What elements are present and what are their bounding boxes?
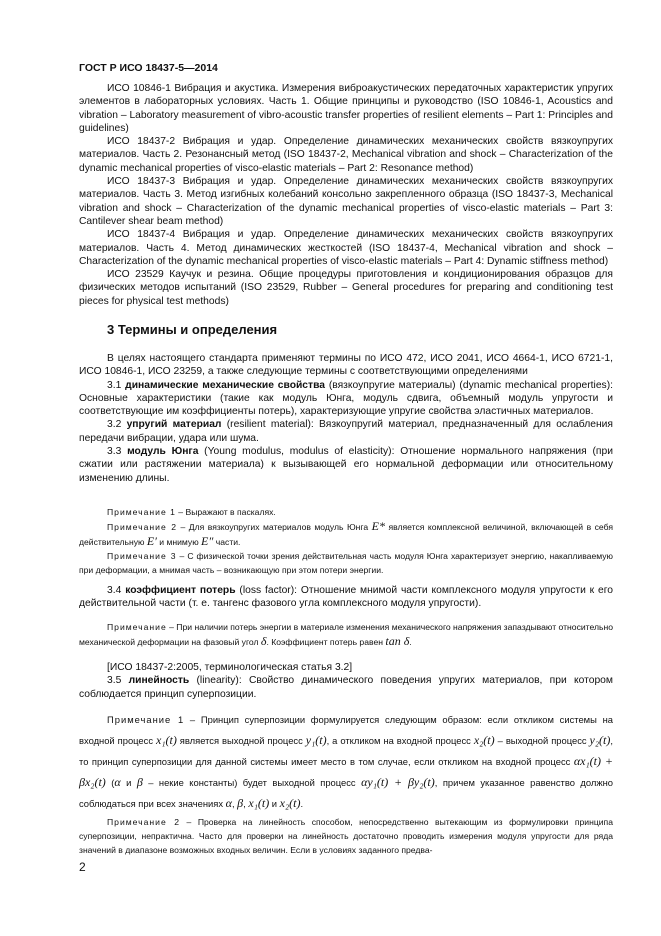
- term-name: коэффициент потерь: [125, 585, 236, 596]
- term-3-4: 3.4 коэффициент потерь (loss factor): Отношение мнимой части комплексного модуля упругости к его действительной части (т. е. тангенс фазового угла комплексного модуля упругости).: [79, 585, 614, 610]
- note-3-4: Примечание – При наличии потерь энергии в материале изменения механического напряжения запаздывают относительно механической деформации на фазовый угол δ. Коэффициент потерь равен tan δ.: [79, 622, 614, 648]
- note-3-5-2: Примечание 2 – Проверка на линейность способом, непосредственно вытекающим из формулировки принципа суперпозиции, непрактична. Часто для проверки на линейность достаточно проводить измерения модуля упругости для ряда значений в диапазоне возможных входных величин. Если в условиях заданного предва-: [79, 817, 613, 855]
- reference-item: ИСО 18437-4 Вибрация и удар. Определение динамических механических свойств вязкоупругих материалов. Часть 4. Метод динамических жесткостей (ISO 18437-4, Mechanical vibration and shock – Characterization of the dynamic mechanical properties of visco-elastic materials – Part 4: Dynamic stiffness method): [79, 229, 613, 267]
- term-3-5-block: [79, 661, 613, 701]
- document-header: ГОСТ Р ИСО 18437-5—2014: [79, 62, 218, 74]
- term-3-3: 3.3 модуль Юнга (Young modulus, modulus of elasticity): Отношение нормального напряжения (при сжатии или растяжении материала) к вызывающей его нормальной деформации или относительному изменению длины.: [79, 446, 613, 484]
- note-2: Примечание 2 – Для вязкоупругих материалов модуль Юнга E* является комплексной величиной, включающей в себя действительную E′ и мнимую E″ части.: [79, 519, 613, 548]
- note-1: Примечание 1 – Выражают в паскалях.: [107, 507, 276, 517]
- reference-item: ИСО 18437-3 Вибрация и удар. Определение динамических механических свойств вязкоупругих материалов. Часть 3. Метод изгибных колебаний консольно закрепленного образца (ISO 18437-3, Mechanical vibration and shock – Characterization of the dynamic mechanical properties of visco-elastic materials – Part 3: Cantilever shear beam method): [79, 176, 613, 227]
- term-name: упругий материал: [126, 419, 222, 431]
- term-3-5: 3.5 линейность (linearity): Свойство динамического поведения упругих материалов, при котором соблюдается принцип суперпозиции.: [79, 675, 613, 700]
- term-3-4-block: [79, 584, 613, 611]
- term-name: модуль Юнга: [127, 446, 199, 458]
- reference-item: ИСО 10846-1 Вибрация и акустика. Измерения виброакустических передаточных характеристик упругих элементов в лабораторных условиях. Часть 1. Общие принципы и руководство (ISO 10846-1, Acoustics and vibration – Laboratory measurement of vibro-acoustic transfer properties of resilient elements – Part 1: Principles and guidelines): [79, 83, 613, 134]
- normative-references: [79, 82, 613, 308]
- source-ref: [ИСО 18437-2:2005, терминологическая статья 3.2]: [107, 662, 353, 673]
- reference-item: ИСО 23529 Каучук и резина. Общие процедуры приготовления и кондиционирования образцов для физических методов испытаний (ISO 23529, Rubber – General procedures for preparing and conditioning test pieces for physical test methods): [79, 269, 613, 307]
- term-name: динамические механические свойства: [125, 379, 325, 391]
- page-number: 2: [79, 860, 86, 874]
- section-intro: В целях настоящего стандарта применяют термины по ИСО 472, ИСО 2041, ИСО 4664-1, ИСО 6721-1, ИСО 10846-1, ИСО 23259, а также следующие термины с соответствующими определениями: [79, 353, 613, 378]
- note-3-5-1: Примечание 1 – Принцип суперпозиции формулируется следующим образом: если откликом системы на входной процесс x₁(t) является выходной процесс y₁(t), а откликом на входной процесс x₂(t) – выходной процесс y₂(t), то принцип суперпозиции для данной системы имеет место в том случае, если откликом на входной процесс αx₁(t) + βx₂(t) (α и β – некие константы) будет выходной процесс αy₁(t) + βy₂(t), причем указанное равенство должно соблюдаться при всех значениях α, β, x₁(t) и x₂(t).: [79, 714, 613, 810]
- term-3-1: 3.1 динамические механические свойства (вязкоупругие материалы) (dynamic mechanical properties): Основные характеристики (такие как модуль Юнга, модуль сдвига, объемный модуль упругости и соответствующие им коэффициенты потерь), характеризующие упругие свойства эластичных материалов.: [79, 379, 613, 418]
- notes-3-3: [79, 505, 613, 577]
- terms-block: [79, 352, 613, 485]
- note-3: Примечание 3 – С физической точки зрения действительная часть модуля Юнга характеризует энергию, накапливаемую при деформации, а мнимая часть – возникающую при этом потери энергии.: [79, 551, 613, 575]
- term-3-2: 3.2 упругий материал (resilient material): Вязкоупругий материал, предназначенный для ослабления передачи вибрации, удара или шума.: [79, 419, 613, 444]
- section-title: 3 Термины и определения: [107, 322, 278, 337]
- reference-item: ИСО 18437-2 Вибрация и удар. Определение динамических механических свойств вязкоупругих материалов. Часть 2. Резонансный метод (ISO 18437-2, Mechanical vibration and shock – Characterization of the dynamic mechanical properties of visco-elastic materials – Part 2: Resonance method): [79, 136, 613, 174]
- term-name: линейность: [128, 675, 190, 687]
